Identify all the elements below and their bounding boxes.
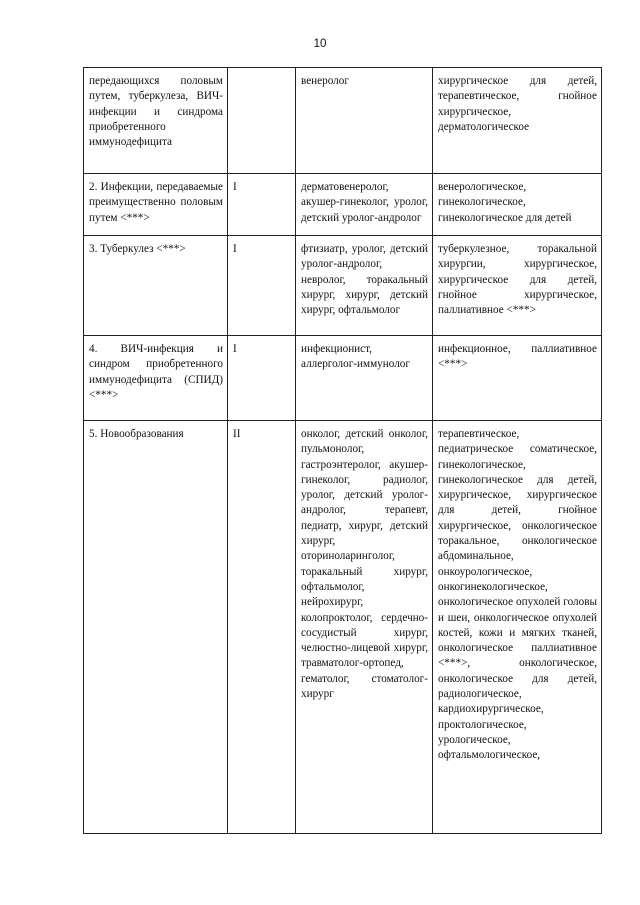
table-row [84,236,602,336]
level-cell [228,68,296,174]
level-cell: II [228,421,296,834]
disease-cell: 2. Инфекции, передаваемые преимущественно половым путем <***> [84,174,228,236]
table-row [84,68,602,174]
bed-profiles-cell: туберкулезное, торакальной хирургии, хирургическое, хирургическое для детей, гнойное хирургическое, паллиативное <***> [433,236,602,336]
level-cell: I [228,174,296,236]
disease-cell: 5. Новообразования [84,421,228,834]
level-cell: I [228,336,296,421]
page-number: 10 [313,38,327,50]
specialists-cell: фтизиатр, уролог, детский уролог-андролог, невролог, торакальный хирург, хирург, детский хирург, офтальмолог [296,236,433,336]
specialists-cell: венеролог [296,68,433,174]
disease-cell: 4. ВИЧ-инфекция и синдром приобретенного иммунодефицита (СПИД) <***> [84,336,228,421]
bed-profiles-cell: инфекционное, паллиативное <***> [433,336,602,421]
specialists-cell: онколог, детский онколог, пульмонолог, гастроэнтеролог, акушер-гинеколог, радиолог, уролог, детский уролог-андролог, терапевт, педиатр, хирург, детский хирург, оториноларинголог, торакальный хирург, офтальмолог, нейрохирург, колопроктолог, сердечно-сосудистый хирург, челюстно-лицевой хирург, травматолог-ортопед, гематолог, стоматолог-хирург [296,421,433,834]
table-row [84,336,602,421]
table-row [84,174,602,236]
specialists-cell: инфекционист, аллерголог-иммунолог [296,336,433,421]
disease-cell: передающихся половым путем, туберкулеза, ВИЧ-инфекции и синдрома приобретенного иммунодефицита [84,68,228,174]
specialists-cell: дерматовенеролог, акушер-гинеколог, уролог, детский уролог-андролог [296,174,433,236]
bed-profiles-cell: венерологическое, гинекологическое, гинекологическое для детей [433,174,602,236]
bed-profiles-cell: терапевтическое, педиатрическое соматическое, гинекологическое, гинекологическое для детей, хирургическое, хирургическое для детей, гнойное хирургическое, онкологическое торакальное, онкологическое абдоминальное, онкоурологическое, онкогинекологическое, онкологическое опухолей головы и шеи, онкологическое опухолей костей, кожи и мягких тканей, онкологическое паллиативное <***>, онкологическое, онкологическое для детей, радиологическое, кардиохирургическое, проктологическое, урологическое, офтальмологическое, [433,421,602,834]
bed-profiles-cell: хирургическое для детей, терапевтическое, гнойное хирургическое, дерматологическое [433,68,602,174]
table-row [84,421,602,834]
disease-cell: 3. Туберкулез <***> [84,236,228,336]
document-table [83,67,602,834]
level-cell: I [228,236,296,336]
